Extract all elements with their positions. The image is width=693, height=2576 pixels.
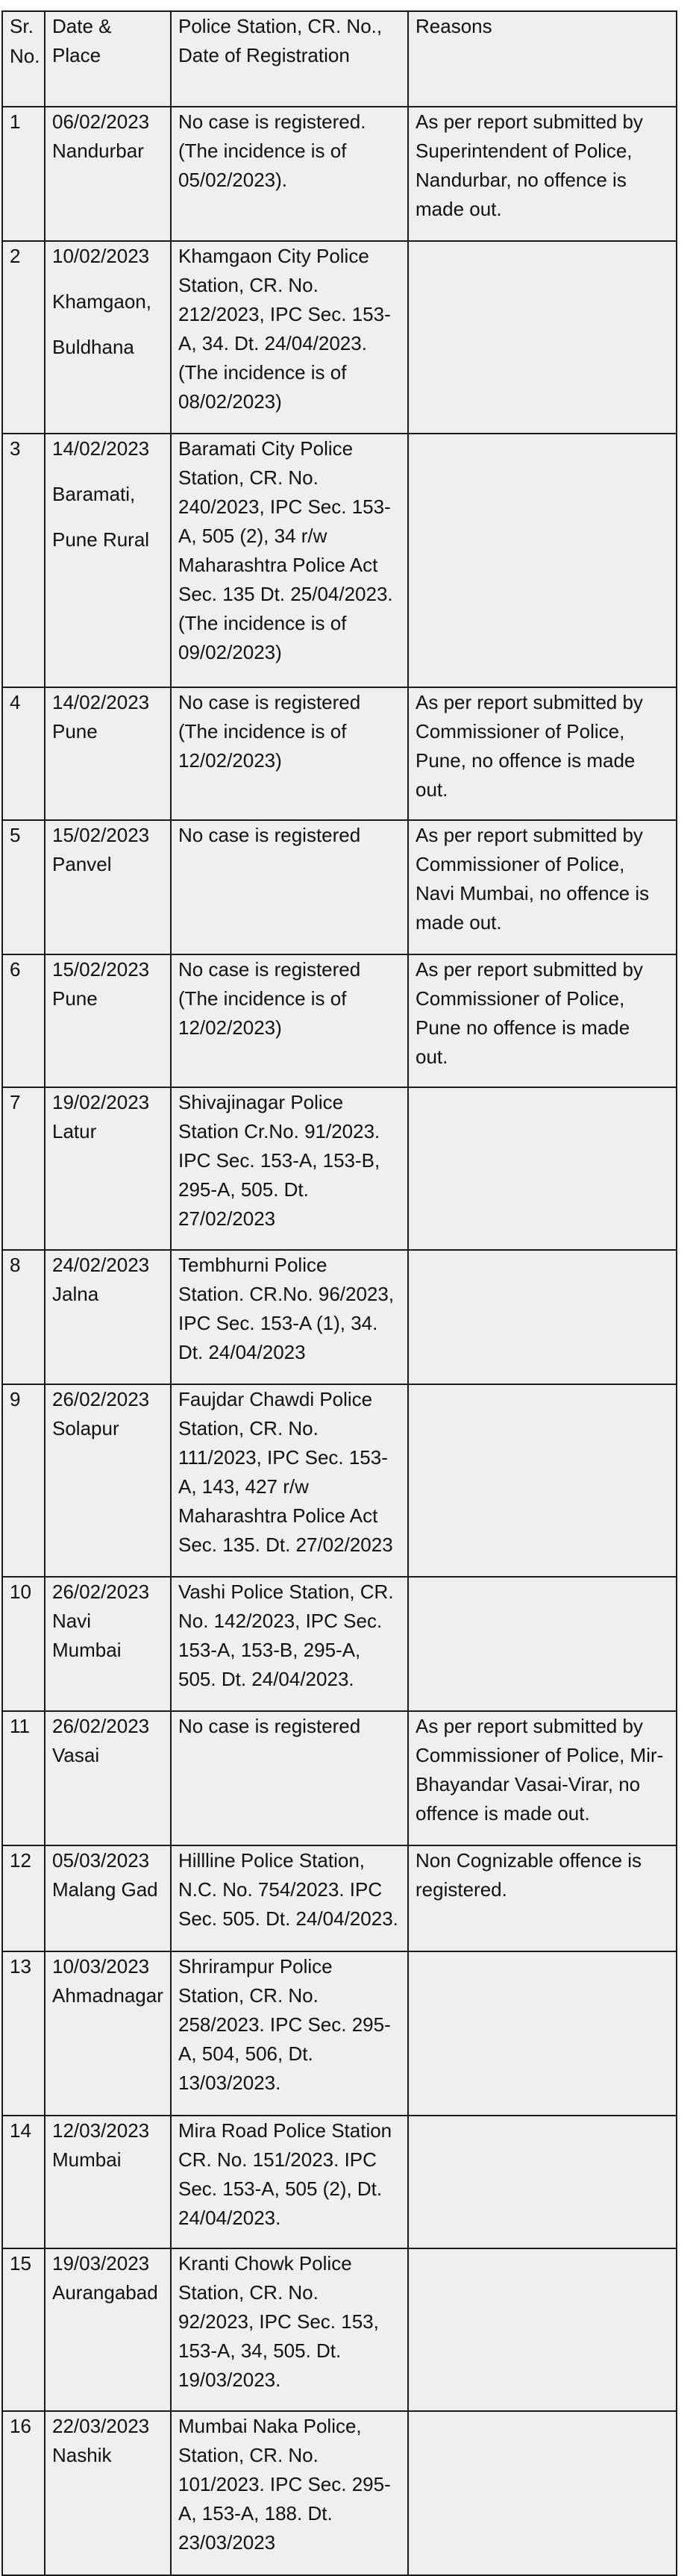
station-text-line: 295-A, 505. Dt. (178, 1178, 309, 1201)
reasons-cell (408, 820, 677, 954)
reason-text-line: As per report submitted by (416, 958, 643, 981)
station-text-line: Vashi Police Station, CR. (178, 1581, 394, 1603)
header-registration-label: Date of Registration (178, 44, 350, 66)
table-row (2, 1250, 677, 1384)
station-cell (171, 1845, 408, 1951)
sr-number: 3 (10, 437, 21, 460)
incident-date: 06/02/2023 (52, 110, 150, 133)
reason-text-line: Commissioner of Police, Mir- (416, 1744, 664, 1766)
station-text-line: IPC Sec. 153-A (1), 34. (178, 1312, 378, 1334)
reasons-cell (408, 2411, 677, 2575)
sr-number: 5 (10, 824, 21, 846)
incident-date: 19/03/2023 (52, 2252, 150, 2275)
reason-text-line: Bhayandar Vasai-Virar, no (416, 1773, 641, 1795)
reason-text-line: made out. (416, 198, 502, 220)
reason-text-line: As per report submitted by (416, 110, 643, 133)
station-text-line: Station, CR. No. (178, 1984, 319, 2007)
station-cell (171, 2248, 408, 2411)
station-text-line: 09/02/2023) (178, 641, 282, 663)
station-text-line: Faujdar Chawdi Police (178, 1388, 373, 1410)
station-text-line: Sec. 505. Dt. 24/04/2023. (178, 1907, 398, 1930)
station-text-line: A, 143, 427 r/w (178, 1475, 309, 1498)
reason-text-line: Pune no offence is made (416, 1016, 630, 1039)
station-text-line: Shivajinagar Police (178, 1091, 344, 1113)
incidents-table (1, 10, 677, 2576)
incident-place: Mumbai (52, 2148, 122, 2171)
date-place-cell (45, 1577, 171, 1711)
station-text-line: Mumbai Naka Police, (178, 2415, 362, 2437)
reasons-cell (408, 107, 677, 241)
table-row (2, 1711, 677, 1845)
station-cell (171, 2116, 408, 2248)
incident-place: Nandurbar (52, 140, 144, 162)
date-place-cell (45, 107, 171, 241)
header-date-place (45, 11, 171, 107)
station-text-line: Kranti Chowk Police (178, 2252, 352, 2275)
station-text-line: 08/02/2023) (178, 390, 282, 413)
reasons-cell (408, 1384, 677, 1577)
incident-district: Pune Rural (52, 528, 150, 551)
station-text-line: Hillline Police Station, (178, 1849, 366, 1872)
reason-text-line: Nandurbar, no offence is (416, 169, 627, 191)
table-row (2, 1951, 677, 2116)
sr-number: 11 (10, 1715, 30, 1737)
reasons-cell (408, 2116, 677, 2248)
station-text-line: Station, CR. No. (178, 1417, 319, 1439)
station-text-line: Maharashtra Police Act (178, 554, 378, 576)
sr-cell (2, 954, 45, 1087)
incident-date: 10/02/2023 (52, 245, 150, 267)
header-reasons (408, 11, 677, 107)
sr-cell (2, 1845, 45, 1951)
incident-date: 10/03/2023 (52, 1955, 150, 1978)
incident-place: Solapur (52, 1417, 119, 1439)
station-text-line: Khamgaon City Police (178, 245, 369, 267)
reason-text-line: Superintendent of Police, (416, 140, 633, 162)
incident-place: Malang Gad (52, 1878, 158, 1901)
station-text-line: 258/2023. IPC Sec. 295- (178, 2013, 391, 2036)
table-row (2, 954, 677, 1087)
reasons-cell (408, 1951, 677, 2116)
reason-text-line: Navi Mumbai, no offence is (416, 882, 650, 904)
table-row (2, 2411, 677, 2575)
incident-place: Pune (52, 987, 98, 1010)
header-no-label: No. (10, 45, 40, 67)
station-text-line: (The incidence is of (178, 720, 347, 743)
sr-number: 7 (10, 1091, 21, 1113)
station-text-line: A, 153-A, 188. Dt. (178, 2502, 333, 2525)
incident-place: Khamgaon, (52, 290, 151, 313)
reason-text-line: made out. (416, 911, 502, 934)
station-text-line: Mira Road Police Station (178, 2119, 392, 2142)
incident-date: 26/02/2023 (52, 1581, 150, 1603)
sr-number: 15 (10, 2252, 31, 2275)
sr-number: 6 (10, 958, 21, 981)
station-text-line: CR. No. 151/2023. IPC (178, 2148, 377, 2171)
reason-text-line: Pune, no offence is made (416, 749, 636, 772)
station-text-line: 13/03/2023. (178, 2072, 281, 2094)
incident-date: 24/02/2023 (52, 1254, 150, 1276)
sr-number: 13 (10, 1955, 31, 1978)
date-place-cell (45, 1250, 171, 1384)
table-body (2, 107, 677, 2575)
incident-place: Aurangabad (52, 2281, 158, 2304)
incident-place: Panvel (52, 853, 112, 875)
sr-cell (2, 1384, 45, 1577)
sr-number: 10 (10, 1581, 31, 1603)
sr-number: 16 (10, 2415, 31, 2437)
station-text-line: 27/02/2023 (178, 1207, 276, 1230)
table-row (2, 1577, 677, 1711)
station-text-line: 153-A, 153-B, 295-A, (178, 1639, 361, 1661)
station-cell (171, 1577, 408, 1711)
sr-cell (2, 1087, 45, 1250)
sr-cell (2, 1951, 45, 2116)
station-text-line: N.C. No. 754/2023. IPC (178, 1878, 383, 1901)
reason-text-line: out. (416, 778, 448, 801)
reason-text-line: Commissioner of Police, (416, 853, 625, 875)
header-reasons-label: Reasons (416, 15, 492, 37)
sr-cell (2, 1577, 45, 1711)
station-text-line: Sec. 153-A, 505 (2), Dt. (178, 2178, 383, 2200)
station-text-line: 12/02/2023) (178, 1016, 282, 1039)
station-text-line: Tembhurni Police (178, 1254, 327, 1276)
header-place-label: Place (52, 44, 101, 66)
station-cell (171, 1250, 408, 1384)
station-text-line: Station, CR. No. (178, 2444, 319, 2466)
station-text-line: 505. Dt. 24/04/2023. (178, 1668, 354, 1690)
station-text-line: IPC Sec. 153-A, 153-B, (178, 1149, 380, 1172)
station-cell (171, 1087, 408, 1250)
station-text-line: No case is registered. (178, 110, 366, 133)
date-place-cell (45, 1711, 171, 1845)
station-text-line: No. 142/2023, IPC Sec. (178, 1610, 383, 1632)
station-cell (171, 1711, 408, 1845)
sr-number: 1 (10, 110, 21, 133)
station-text-line: No case is registered (178, 1715, 361, 1737)
reason-text-line: Commissioner of Police, (416, 987, 625, 1010)
incident-date: 05/03/2023 (52, 1849, 150, 1872)
station-text-line: 92/2023, IPC Sec. 153, (178, 2310, 379, 2333)
reasons-cell (408, 954, 677, 1087)
sr-cell (2, 1250, 45, 1384)
station-text-line: Station, CR. No. (178, 274, 319, 296)
incident-place-line2: Mumbai (52, 1639, 122, 1661)
station-cell (171, 2411, 408, 2575)
station-text-line: A, 505 (2), 34 r/w (178, 525, 327, 547)
station-text-line: (The incidence is of (178, 140, 347, 162)
station-text-line: 101/2023. IPC Sec. 295- (178, 2473, 391, 2495)
date-place-cell (45, 241, 171, 434)
sr-number: 2 (10, 245, 21, 267)
incident-date: 19/02/2023 (52, 1091, 150, 1113)
date-place-cell (45, 2116, 171, 2248)
station-cell (171, 687, 408, 820)
table-row (2, 1087, 677, 1250)
table-row (2, 820, 677, 954)
incident-place: Baramati, (52, 483, 136, 505)
station-cell (171, 1951, 408, 2116)
sr-cell (2, 2411, 45, 2575)
station-text-line: (The incidence is of (178, 987, 347, 1010)
incident-place: Jalna (52, 1283, 99, 1305)
station-text-line: Baramati City Police (178, 437, 354, 460)
date-place-cell (45, 687, 171, 820)
table-row (2, 107, 677, 241)
station-text-line: 153-A, 34, 505. Dt. (178, 2339, 342, 2362)
reasons-cell (408, 687, 677, 820)
incident-date: 26/02/2023 (52, 1388, 150, 1410)
station-text-line: A, 504, 506, Dt. (178, 2042, 313, 2065)
station-text-line: 24/04/2023. (178, 2207, 281, 2229)
station-text-line: A, 34. Dt. 24/04/2023. (178, 332, 367, 354)
sr-cell (2, 434, 45, 687)
reasons-cell (408, 2248, 677, 2411)
sr-number: 4 (10, 691, 21, 713)
table-row (2, 1384, 677, 1577)
table-row (2, 687, 677, 820)
station-text-line: 19/03/2023. (178, 2369, 281, 2391)
station-text-line: Station Cr.No. 91/2023. (178, 1120, 380, 1142)
incident-place: Nashik (52, 2444, 112, 2466)
reason-text-line: As per report submitted by (416, 691, 643, 713)
station-text-line: Station. CR.No. 96/2023, (178, 1283, 395, 1305)
sr-cell (2, 2116, 45, 2248)
reason-text-line: As per report submitted by (416, 824, 643, 846)
reason-text-line: out. (416, 1045, 448, 1068)
sr-cell (2, 687, 45, 820)
reason-text-line: registered. (416, 1878, 507, 1901)
station-text-line: No case is registered (178, 958, 361, 981)
table-row (2, 2248, 677, 2411)
station-text-line: (The incidence is of (178, 612, 347, 634)
incident-place: Pune (52, 720, 98, 743)
header-sr (2, 11, 45, 107)
reason-text-line: Commissioner of Police, (416, 720, 625, 743)
reasons-cell (408, 1087, 677, 1250)
reason-text-line: As per report submitted by (416, 1715, 643, 1737)
incident-place: Vasai (52, 1744, 100, 1766)
station-text-line: Dt. 24/04/2023 (178, 1341, 306, 1363)
station-text-line: Sec. 135 Dt. 25/04/2023. (178, 583, 393, 605)
date-place-cell (45, 1951, 171, 2116)
station-text-line: Station, CR. No. (178, 2281, 319, 2304)
table-row (2, 2116, 677, 2248)
incident-place: Latur (52, 1120, 97, 1142)
date-place-cell (45, 2411, 171, 2575)
date-place-cell (45, 1384, 171, 1577)
station-cell (171, 241, 408, 434)
station-cell (171, 820, 408, 954)
date-place-cell (45, 1845, 171, 1951)
table-row (2, 1845, 677, 1951)
reasons-cell (408, 434, 677, 687)
sr-cell (2, 241, 45, 434)
sr-number: 9 (10, 1388, 21, 1410)
incident-place: Ahmadnagar (52, 1984, 163, 2007)
header-date-label: Date & (52, 15, 112, 37)
date-place-cell (45, 820, 171, 954)
reasons-cell (408, 1711, 677, 1845)
sr-number: 12 (10, 1849, 31, 1872)
incident-district: Buldhana (52, 336, 134, 358)
incident-date: 14/02/2023 (52, 691, 150, 713)
incident-date: 26/02/2023 (52, 1715, 150, 1737)
station-cell (171, 1384, 408, 1577)
date-place-cell (45, 954, 171, 1087)
date-place-cell (45, 2248, 171, 2411)
station-cell (171, 954, 408, 1087)
table-row (2, 434, 677, 687)
station-text-line: 12/02/2023) (178, 749, 282, 772)
station-text-line: 23/03/2023 (178, 2531, 276, 2554)
header-sr-label: Sr. (10, 15, 34, 37)
incident-date: 12/03/2023 (52, 2119, 150, 2142)
station-text-line: 05/02/2023). (178, 169, 288, 191)
station-cell (171, 434, 408, 687)
date-place-cell (45, 1087, 171, 1250)
sr-cell (2, 1711, 45, 1845)
header-station-label: Police Station, CR. No., (178, 15, 383, 37)
table-row (2, 241, 677, 434)
header-row (2, 11, 677, 107)
station-text-line: Station, CR. No. (178, 466, 319, 489)
station-text-line: No case is registered (178, 691, 361, 713)
station-text-line: Maharashtra Police Act (178, 1504, 378, 1527)
station-text-line: Sec. 135. Dt. 27/02/2023 (178, 1534, 393, 1556)
reasons-cell (408, 241, 677, 434)
incident-date: 14/02/2023 (52, 437, 150, 460)
sr-cell (2, 2248, 45, 2411)
station-text-line: 212/2023, IPC Sec. 153- (178, 303, 391, 325)
reason-text-line: Non Cognizable offence is (416, 1849, 642, 1872)
reasons-cell (408, 1577, 677, 1711)
incident-date: 15/02/2023 (52, 824, 150, 846)
sr-number: 8 (10, 1254, 21, 1276)
reasons-cell (408, 1250, 677, 1384)
reason-text-line: offence is made out. (416, 1802, 590, 1825)
station-text-line: 240/2023, IPC Sec. 153- (178, 495, 391, 518)
header-station (171, 11, 408, 107)
date-place-cell (45, 434, 171, 687)
incident-place: Navi (52, 1610, 92, 1632)
station-cell (171, 107, 408, 241)
sr-number: 14 (10, 2119, 31, 2142)
incident-date: 15/02/2023 (52, 958, 150, 981)
station-text-line: No case is registered (178, 824, 361, 846)
sr-cell (2, 820, 45, 954)
reasons-cell (408, 1845, 677, 1951)
incident-date: 22/03/2023 (52, 2415, 150, 2437)
station-text-line: 111/2023, IPC Sec. 153- (178, 1446, 388, 1469)
sr-cell (2, 107, 45, 241)
station-text-line: Shrirampur Police (178, 1955, 333, 1978)
station-text-line: (The incidence is of (178, 361, 347, 384)
